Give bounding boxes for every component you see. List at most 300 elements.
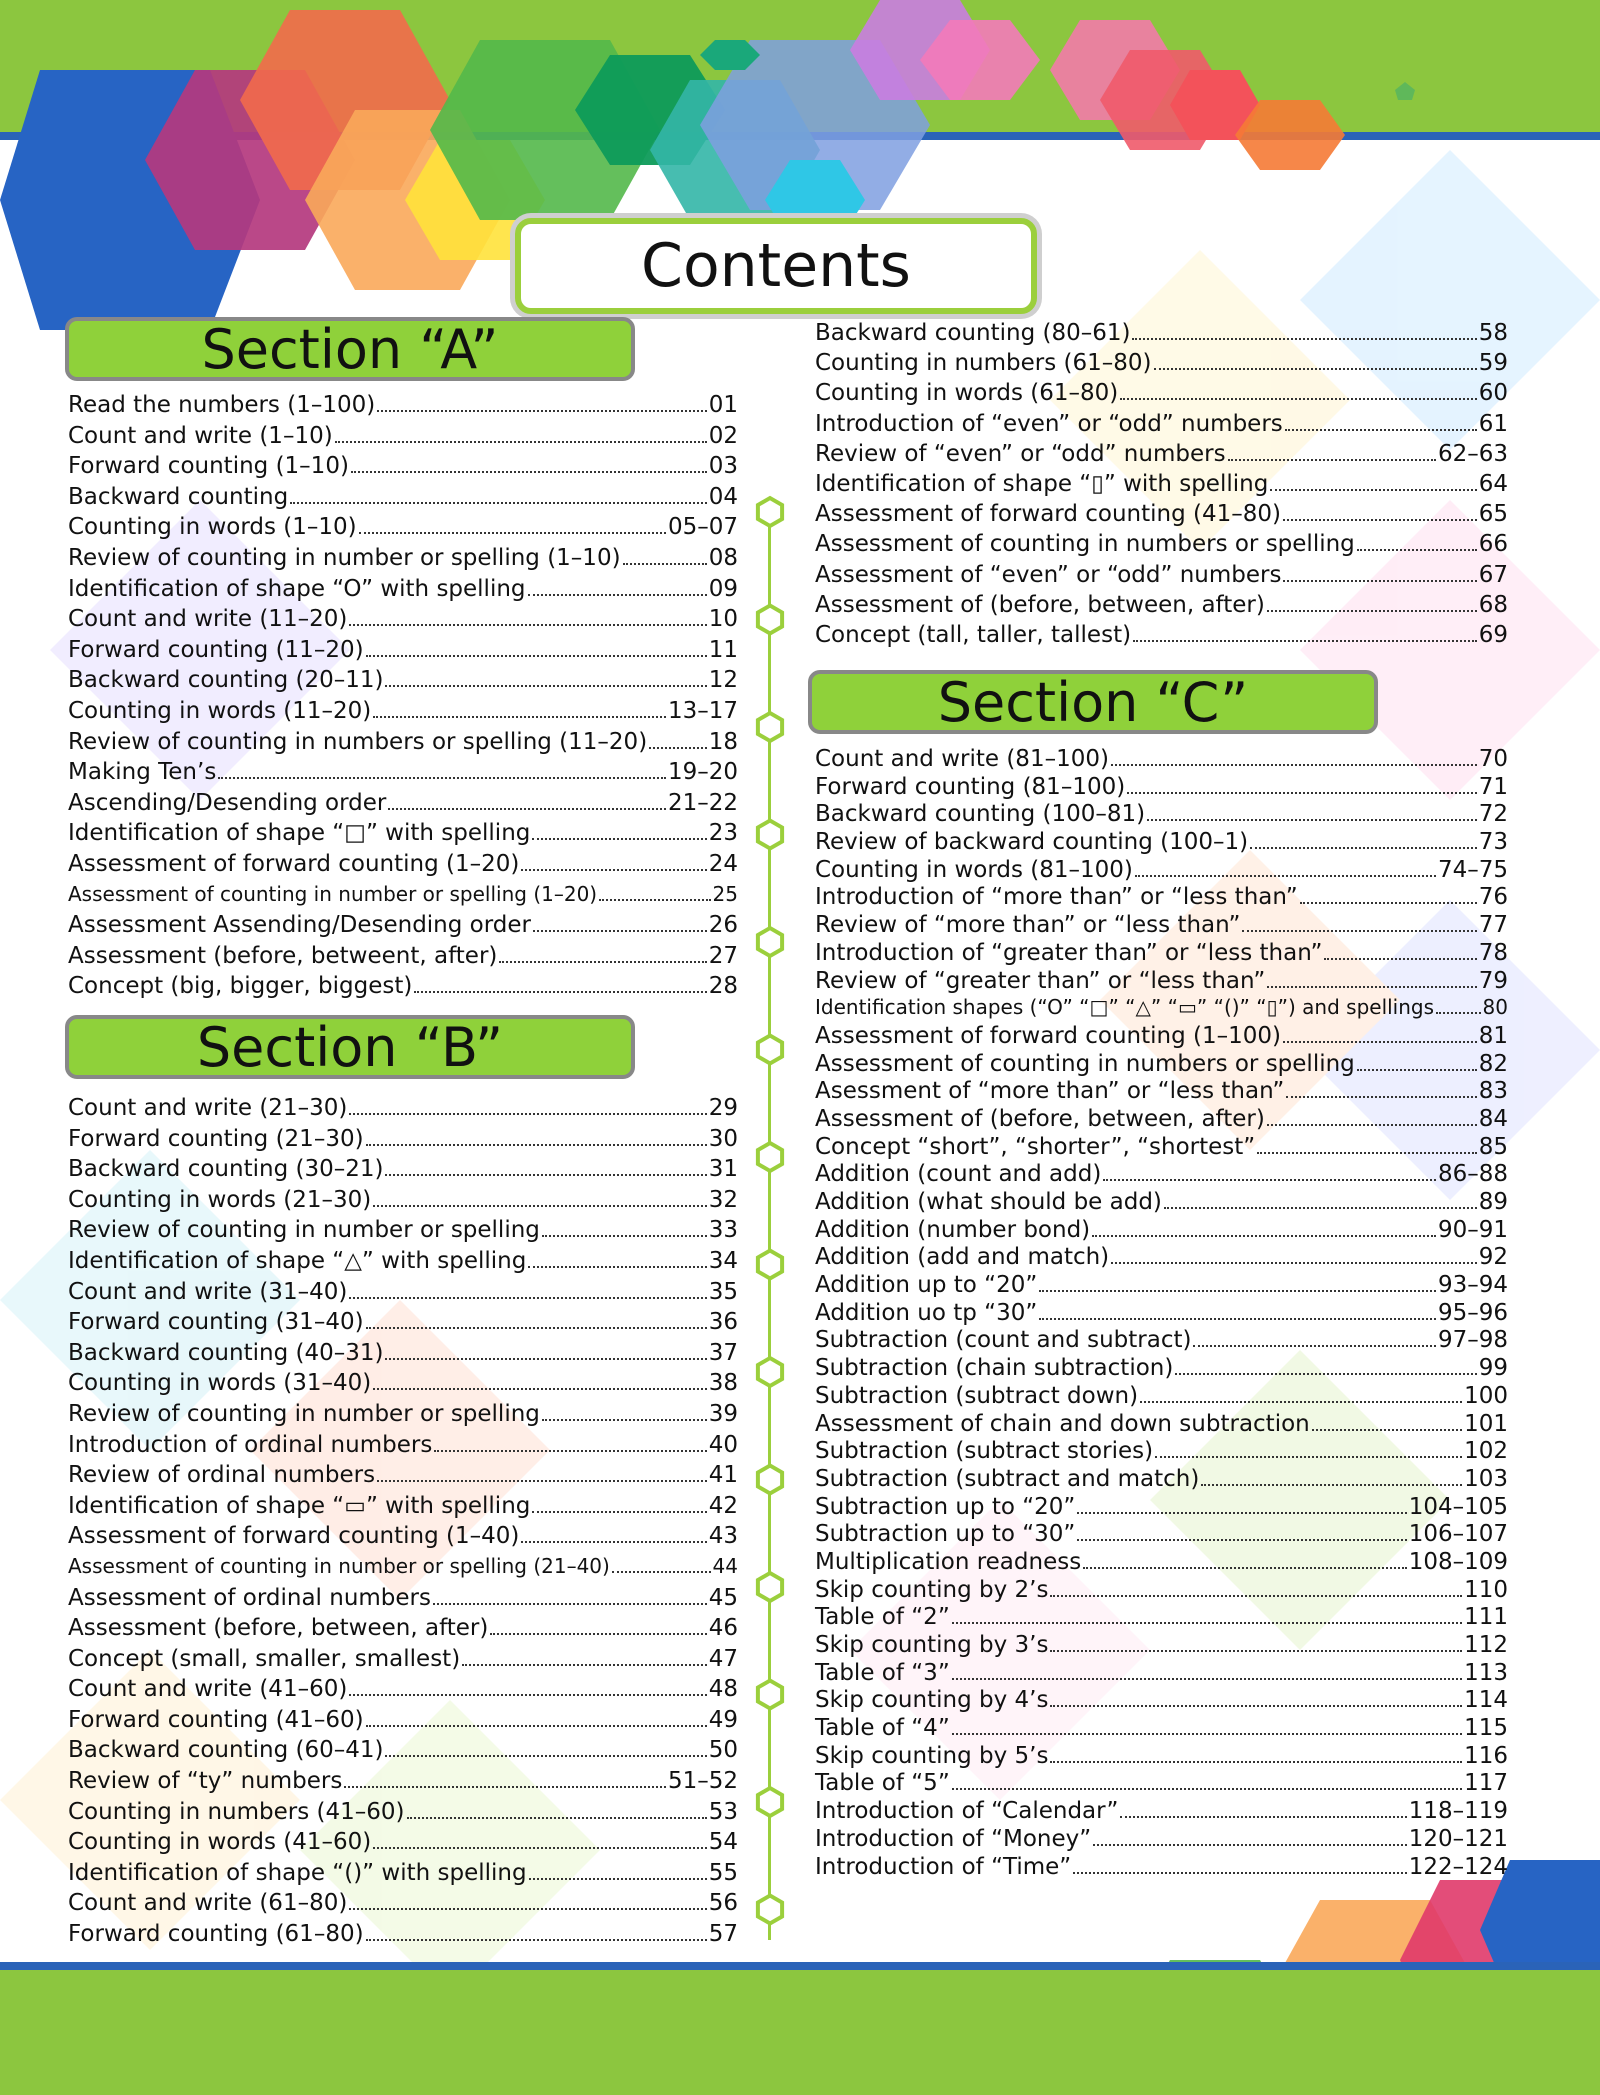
dot-leader <box>373 1829 706 1849</box>
toc-entry-title: Concept “short”, “shorter”, “shortest” <box>815 1133 1256 1160</box>
toc-entry <box>815 774 1508 802</box>
toc-entry-title: Forward counting (41–60) <box>68 1706 364 1733</box>
toc-entry-page: 104–105 <box>1408 1493 1508 1520</box>
dot-leader <box>1201 1466 1462 1486</box>
toc-entry <box>68 1370 738 1401</box>
dot-leader <box>499 943 706 963</box>
dot-leader <box>407 1799 707 1819</box>
divider-node <box>758 1573 782 1601</box>
dot-leader <box>1267 592 1477 612</box>
toc-entry-page: 47 <box>708 1645 738 1672</box>
toc-entry-page: 36 <box>708 1309 738 1336</box>
toc-entry-page: 34 <box>708 1247 738 1274</box>
toc-entry-title: Counting in words (81–100) <box>815 856 1133 883</box>
toc-entry <box>815 1577 1508 1605</box>
dot-leader <box>218 759 666 779</box>
toc-entry-title: Assessment of counting in numbers or spelling <box>815 1050 1355 1077</box>
toc-entry-page: 64 <box>1478 470 1508 497</box>
dot-leader <box>1250 829 1477 849</box>
toc-entry-page: 13–17 <box>667 697 738 724</box>
toc-entry-page: 99 <box>1478 1355 1508 1382</box>
toc-entry <box>815 411 1508 441</box>
toc-entry-page: 82 <box>1478 1050 1508 1077</box>
dot-leader <box>1283 501 1477 521</box>
toc-entry <box>68 392 738 423</box>
dot-leader <box>1267 1106 1477 1126</box>
dot-leader <box>349 1279 706 1299</box>
toc-entry-title: Introduction of “more than” or “less than” <box>815 884 1298 911</box>
toc-entry <box>815 1327 1508 1355</box>
dot-leader <box>612 1555 711 1573</box>
toc-entry-page: 112 <box>1464 1632 1508 1658</box>
toc-entry-title: Identification of shape “▯” with spelling <box>815 470 1269 497</box>
toc-entry-title: Table of “2” <box>815 1604 950 1631</box>
toc-entry-page: 25 <box>712 881 738 906</box>
dot-leader <box>528 1248 706 1268</box>
divider-node <box>758 1681 782 1709</box>
toc-entry-title: Skip counting by 3’s <box>815 1632 1049 1658</box>
dot-leader <box>385 1156 706 1176</box>
toc-entry-page: 81 <box>1478 1022 1508 1049</box>
section-a-heading: Section “A” <box>65 317 635 381</box>
dot-leader <box>366 1707 707 1727</box>
dot-leader <box>433 1585 707 1605</box>
dot-leader <box>359 514 666 534</box>
toc-entry-page: 09 <box>708 575 738 602</box>
toc-entry <box>815 562 1508 592</box>
toc-entry <box>815 995 1508 1023</box>
toc-entry <box>815 1743 1508 1771</box>
toc-entry-title: Counting in numbers (41–60) <box>68 1798 405 1825</box>
toc-entry-page: 97–98 <box>1437 1327 1508 1354</box>
dot-leader <box>373 1187 706 1207</box>
toc-entry-page: 83 <box>1478 1078 1508 1105</box>
dot-leader <box>1077 1494 1406 1514</box>
toc-entry <box>68 1493 738 1524</box>
toc-entry-page: 48 <box>708 1676 738 1703</box>
dot-leader <box>1283 1023 1477 1043</box>
toc-entry-title: Making Ten’s <box>68 759 217 786</box>
toc-entry-title: Identification of shape “▭” with spelling <box>68 1492 531 1519</box>
dot-leader <box>952 1660 1462 1680</box>
dot-leader <box>1077 1521 1406 1541</box>
toc-entry-page: 10 <box>708 606 738 633</box>
toc-entry-page: 56 <box>708 1890 738 1917</box>
toc-entry-page: 26 <box>708 912 738 939</box>
toc-entry <box>815 1106 1508 1134</box>
dot-leader <box>1127 774 1477 794</box>
dot-leader <box>1242 912 1476 932</box>
toc-entry-page: 28 <box>708 973 738 1000</box>
dot-leader <box>349 1676 706 1696</box>
toc-entry-page: 23 <box>708 820 738 847</box>
toc-entry <box>815 801 1508 829</box>
toc-entry-title: Forward counting (81–100) <box>815 773 1126 800</box>
toc-entry-page: 86–88 <box>1437 1161 1508 1188</box>
dot-leader <box>1083 1549 1406 1569</box>
toc-entry-page: 39 <box>708 1400 738 1427</box>
toc-entry <box>68 912 738 943</box>
toc-entry-title: Counting in words (11–20) <box>68 697 372 724</box>
dot-leader <box>385 1340 706 1360</box>
dot-leader <box>1050 1632 1462 1652</box>
toc-entry-title: Assessment of forward counting (1–20) <box>68 850 520 877</box>
toc-entry <box>815 1078 1508 1106</box>
toc-entry-page: 67 <box>1478 561 1508 588</box>
divider-node <box>758 1788 782 1816</box>
toc-entry <box>68 1432 738 1463</box>
toc-entry <box>68 1829 738 1860</box>
toc-entry-page: 113 <box>1464 1659 1508 1686</box>
toc-entry-page: 18 <box>708 728 738 755</box>
toc-entry <box>68 576 738 607</box>
toc-entry <box>68 514 738 545</box>
toc-entry-page: 84 <box>1478 1105 1508 1132</box>
toc-entry-page: 95–96 <box>1437 1299 1508 1326</box>
divider-node <box>758 1143 782 1171</box>
toc-entry-page: 12 <box>708 667 738 694</box>
dot-leader <box>1357 531 1477 551</box>
toc-entry <box>68 1554 738 1585</box>
toc-entry <box>815 1244 1508 1272</box>
toc-entry-page: 55 <box>708 1859 738 1886</box>
divider-node <box>758 928 782 956</box>
toc-entry-title: Forward counting (11–20) <box>68 636 364 663</box>
dot-leader <box>1193 1328 1435 1348</box>
toc-entry-title: Assessment of forward counting (41–80) <box>815 501 1281 528</box>
toc-entry-title: Assessment of (before, between, after) <box>815 591 1265 618</box>
toc-entry-page: 90–91 <box>1437 1216 1508 1243</box>
dot-leader <box>1283 562 1476 582</box>
dot-leader <box>1103 1161 1436 1181</box>
toc-entry-page: 37 <box>708 1339 738 1366</box>
toc-entry-page: 11 <box>708 636 738 663</box>
toc-entry-page: 41 <box>708 1462 738 1489</box>
toc-entry-title: Assessment (before, between, after) <box>68 1615 489 1642</box>
toc-entry <box>68 698 738 729</box>
toc-entry-title: Identification of shape “△” with spelling <box>68 1247 527 1274</box>
toc-entry-title: Table of “3” <box>815 1659 950 1686</box>
toc-entry <box>815 1134 1508 1162</box>
toc-entry-title: Backward counting <box>68 483 289 510</box>
section-b-list <box>68 1095 738 1952</box>
toc-entry-page: 110 <box>1464 1576 1508 1603</box>
dot-leader <box>1147 801 1477 821</box>
toc-entry <box>68 790 738 821</box>
toc-entry-title: Counting in numbers (61–80) <box>815 350 1152 377</box>
dot-leader <box>351 453 707 473</box>
toc-entry-title: Count and write (81–100) <box>815 746 1109 772</box>
toc-entry-page: 73 <box>1478 829 1508 856</box>
toc-entry-page: 68 <box>1478 591 1508 618</box>
toc-entry <box>815 471 1508 501</box>
toc-entry <box>815 1355 1508 1383</box>
toc-entry <box>68 1768 738 1799</box>
toc-entry-page: 46 <box>708 1615 738 1642</box>
toc-entry-title: Skip counting by 5’s <box>815 1742 1049 1769</box>
toc-entry-page: 118–119 <box>1408 1798 1508 1825</box>
toc-entry-page: 76 <box>1478 884 1508 911</box>
toc-entry-title: Addition uo tp “30” <box>815 1299 1038 1326</box>
toc-entry <box>68 484 738 515</box>
toc-entry-title: Review of “more than” or “less than” <box>815 912 1241 939</box>
dot-leader <box>1092 1217 1436 1237</box>
divider-node <box>758 1251 782 1279</box>
toc-entry <box>68 1615 738 1646</box>
toc-entry-title: Count and write (1–10) <box>68 422 333 449</box>
dot-leader <box>373 1370 706 1390</box>
toc-entry <box>815 940 1508 968</box>
toc-entry <box>68 1890 738 1921</box>
dot-leader <box>1257 1134 1477 1154</box>
toc-entry <box>815 1715 1508 1743</box>
toc-entry <box>815 320 1508 350</box>
toc-entry-title: Backward counting (40–31) <box>68 1339 384 1366</box>
toc-entry-page: 116 <box>1464 1742 1508 1769</box>
toc-entry-page: 19–20 <box>667 759 738 786</box>
toc-entry-page: 58 <box>1478 320 1508 346</box>
toc-entry-title: Review of counting in number or spelling <box>68 1217 540 1244</box>
toc-entry <box>815 380 1508 410</box>
toc-entry-title: Subtraction (subtract down) <box>815 1382 1139 1409</box>
toc-entry-page: 80 <box>1482 995 1508 1020</box>
dot-leader <box>952 1715 1462 1735</box>
toc-entry <box>815 531 1508 561</box>
toc-entry-title: Asessment of “more than” or “less than” <box>815 1078 1285 1105</box>
toc-entry <box>68 545 738 576</box>
toc-entry-title: Counting in words (61–80) <box>815 380 1119 407</box>
dot-leader <box>1154 350 1477 370</box>
toc-entry-page: 60 <box>1478 380 1508 407</box>
dot-leader <box>366 1921 707 1941</box>
dot-leader <box>1050 1743 1462 1763</box>
toc-entry-title: Introduction of “greater than” or “less than” <box>815 939 1323 966</box>
toc-entry <box>815 1770 1508 1798</box>
toc-entry <box>815 1549 1508 1577</box>
dot-leader <box>1175 1355 1476 1375</box>
toc-entry <box>815 1051 1508 1079</box>
toc-entry-page: 01 <box>708 392 738 418</box>
toc-entry-title: Introduction of “Time” <box>815 1853 1072 1880</box>
toc-entry-title: Multiplication readness <box>815 1548 1082 1575</box>
dot-leader <box>1111 746 1477 766</box>
toc-entry-title: Addition (count and add) <box>815 1161 1102 1188</box>
toc-entry-page: 79 <box>1478 967 1508 994</box>
toc-entry-page: 120–121 <box>1408 1825 1508 1852</box>
toc-entry-title: Skip counting by 4’s <box>815 1687 1049 1714</box>
dot-leader <box>1120 380 1476 400</box>
toc-entry-page: 77 <box>1478 912 1508 939</box>
toc-entry <box>68 759 738 790</box>
toc-entry-title: Backward counting (20–11) <box>68 667 384 694</box>
toc-entry-title: Review of “even” or “odd” numbers <box>815 440 1226 467</box>
toc-entry-page: 100 <box>1464 1382 1508 1409</box>
toc-entry-page: 111 <box>1464 1604 1508 1631</box>
toc-entry-title: Forward counting (31–40) <box>68 1309 364 1336</box>
dot-leader <box>349 1891 706 1911</box>
toc-entry-title: Forward counting (21–30) <box>68 1125 364 1152</box>
toc-entry <box>68 851 738 882</box>
dot-leader <box>1228 441 1436 461</box>
toc-entry-page: 33 <box>708 1217 738 1244</box>
dot-leader <box>1135 857 1436 877</box>
toc-entry-page: 51–52 <box>667 1768 738 1795</box>
toc-entry-page: 49 <box>708 1706 738 1733</box>
dot-leader <box>529 1860 707 1880</box>
dot-leader <box>1073 1854 1406 1874</box>
toc-entry-title: Concept (big, bigger, biggest) <box>68 973 413 1000</box>
toc-entry-title: Subtraction up to “20” <box>815 1493 1076 1520</box>
dot-leader <box>366 637 707 657</box>
toc-entry-title: Counting in words (1–10) <box>68 514 357 541</box>
dot-leader <box>349 606 706 626</box>
toc-entry <box>815 1300 1508 1328</box>
toc-entry <box>815 1189 1508 1217</box>
toc-entry-title: Identification of shape “□” with spelling <box>68 820 531 847</box>
toc-entry-page: 66 <box>1478 531 1508 558</box>
dot-leader <box>344 1768 666 1788</box>
toc-entry-page: 122–124 <box>1408 1853 1508 1880</box>
toc-entry <box>815 1161 1508 1189</box>
toc-entry <box>68 943 738 974</box>
dot-leader <box>1132 320 1476 340</box>
toc-entry-page: 74–75 <box>1437 856 1508 883</box>
toc-entry-title: Forward counting (61–80) <box>68 1921 364 1948</box>
toc-entry-page: 117 <box>1464 1770 1508 1797</box>
toc-entry-title: Counting in words (21–30) <box>68 1186 372 1213</box>
dot-leader <box>532 820 706 840</box>
toc-entry-title: Addition (what should be add) <box>815 1189 1162 1215</box>
toc-entry <box>68 1523 738 1554</box>
toc-entry <box>815 1632 1508 1660</box>
toc-entry <box>815 1604 1508 1632</box>
toc-entry-title: Concept (tall, taller, tallest) <box>815 621 1132 648</box>
section-b-heading: Section “B” <box>65 1015 635 1079</box>
toc-entry <box>815 1272 1508 1300</box>
dot-leader <box>521 1523 706 1543</box>
toc-entry <box>68 1921 738 1952</box>
toc-entry-title: Backward counting (60–41) <box>68 1737 384 1764</box>
toc-entry <box>68 1095 738 1126</box>
toc-entry-title: Backward counting (30–21) <box>68 1156 384 1183</box>
toc-entry-page: 42 <box>708 1492 738 1519</box>
dot-leader <box>385 1738 706 1758</box>
toc-entry-title: Count and write (31–40) <box>68 1278 348 1305</box>
dot-leader <box>335 423 707 443</box>
toc-entry-title: Subtraction (count and subtract) <box>815 1327 1192 1354</box>
toc-entry-page: 71 <box>1478 773 1508 800</box>
dot-leader <box>490 1615 706 1635</box>
toc-entry <box>68 1248 738 1279</box>
toc-entry-page: 70 <box>1478 746 1508 772</box>
dot-leader <box>377 392 707 412</box>
toc-entry-title: Count and write (11–20) <box>68 606 348 633</box>
toc-entry <box>68 1279 738 1310</box>
dot-leader <box>528 576 707 596</box>
toc-entry-page: 115 <box>1464 1715 1508 1742</box>
toc-entry <box>815 857 1508 885</box>
toc-entry <box>68 667 738 698</box>
toc-entry <box>815 1217 1508 1245</box>
toc-entry <box>68 1707 738 1738</box>
toc-entry-title: Forward counting (1–10) <box>68 453 349 480</box>
divider-node <box>758 606 782 634</box>
toc-entry-title: Subtraction (chain subtraction) <box>815 1355 1174 1382</box>
toc-entry-page: 62–63 <box>1437 440 1508 467</box>
dot-leader <box>1039 1272 1436 1292</box>
dot-leader <box>1312 1411 1462 1431</box>
toc-entry-page: 21–22 <box>667 789 738 816</box>
dot-leader <box>1285 411 1477 431</box>
divider-node <box>758 1358 782 1386</box>
section-c-list <box>815 746 1508 1881</box>
toc-entry-title: Assessment of forward counting (1–100) <box>815 1022 1281 1049</box>
toc-entry-page: 24 <box>708 850 738 877</box>
toc-entry-title: Table of “5” <box>815 1770 950 1797</box>
dot-leader <box>373 698 666 718</box>
toc-entry <box>68 1737 738 1768</box>
dot-leader <box>1093 1826 1407 1846</box>
toc-entry-title: Review of “ty” numbers <box>68 1768 343 1795</box>
toc-entry-title: Table of “4” <box>815 1715 950 1742</box>
toc-entry-page: 08 <box>708 544 738 571</box>
divider-node <box>758 1036 782 1064</box>
toc-entry <box>815 1660 1508 1688</box>
dot-leader <box>366 1309 707 1329</box>
toc-entry-page: 43 <box>708 1523 738 1550</box>
toc-entry <box>68 820 738 851</box>
toc-entry <box>68 1585 738 1616</box>
toc-entry <box>815 1854 1508 1882</box>
toc-entry-page: 02 <box>708 422 738 449</box>
toc-entry-title: Assessment of counting in number or spelling (21–40) <box>68 1553 610 1578</box>
dot-leader <box>434 1432 706 1452</box>
toc-entry-page: 59 <box>1478 350 1508 377</box>
section-c-heading: Section “C” <box>808 670 1378 734</box>
toc-entry-page: 45 <box>708 1584 738 1611</box>
dot-leader <box>385 667 706 687</box>
toc-entry <box>68 882 738 913</box>
dot-leader <box>290 484 707 504</box>
toc-entry-title: Introduction of “even” or “odd” numbers <box>815 410 1283 437</box>
toc-entry <box>815 350 1508 380</box>
page-title: Contents <box>515 218 1037 314</box>
toc-entry <box>68 1340 738 1371</box>
toc-entry-title: Addition (add and match) <box>815 1244 1110 1271</box>
divider-node <box>758 1466 782 1494</box>
dot-leader <box>1436 997 1481 1015</box>
toc-entry-title: Concept (small, smaller, smallest) <box>68 1645 461 1672</box>
dot-leader <box>1267 968 1476 988</box>
dot-leader <box>521 851 706 871</box>
toc-entry-page: 106–107 <box>1408 1521 1508 1548</box>
toc-entry-page: 78 <box>1478 939 1508 966</box>
dot-leader <box>1300 885 1477 905</box>
dot-leader <box>377 1462 707 1482</box>
toc-entry-title: Subtraction (subtract stories) <box>815 1438 1154 1465</box>
toc-entry <box>68 1217 738 1248</box>
toc-entry-page: 40 <box>708 1431 738 1458</box>
toc-entry-page: 54 <box>708 1829 738 1856</box>
toc-entry <box>815 1687 1508 1715</box>
dot-leader <box>1039 1300 1436 1320</box>
toc-entry-page: 69 <box>1478 621 1508 648</box>
toc-entry <box>68 1646 738 1677</box>
toc-entry-page: 114 <box>1464 1687 1508 1714</box>
toc-entry-title: Review of ordinal numbers <box>68 1462 376 1489</box>
toc-entry-title: Read the numbers (1–100) <box>68 392 376 418</box>
toc-entry-title: Review of counting in number or spelling (1–10) <box>68 544 621 571</box>
